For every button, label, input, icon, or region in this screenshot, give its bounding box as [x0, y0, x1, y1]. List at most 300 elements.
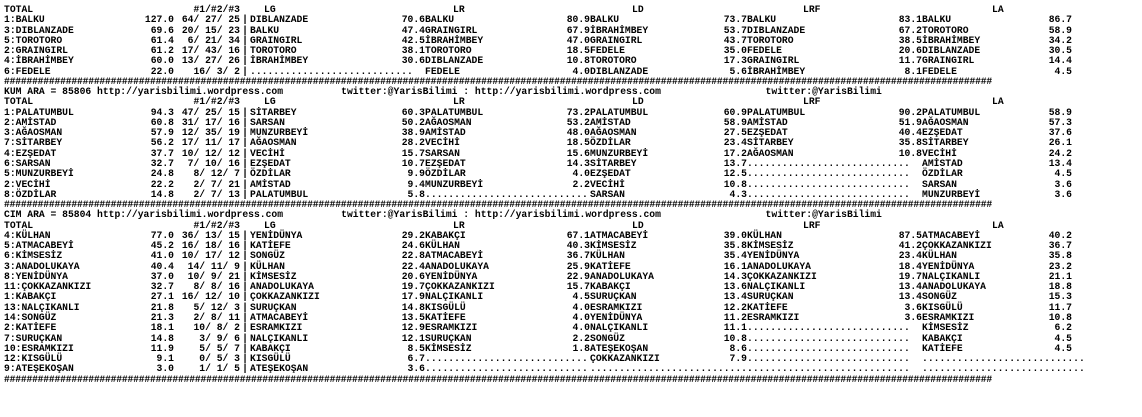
total-score: 69.6 — [150, 24, 174, 36]
placement-counts: 10/ 9/ 21 — [187, 270, 240, 282]
metric-score: 67.1 — [566, 229, 590, 241]
metric-score: 57.3 — [1048, 116, 1072, 128]
metric-horse-name: AĞAOSMAN — [250, 137, 297, 149]
metric-horse-name: VECİHİ — [590, 178, 625, 190]
metric-horse-name: ANADOLUKAYA — [250, 281, 314, 293]
metric-score: 35.8 — [1048, 250, 1072, 262]
column-divider: | — [242, 168, 248, 180]
metric-score: 35.8 — [898, 137, 922, 149]
metric-score: 15.7 — [401, 147, 425, 159]
metric-horse-name: KABAKÇI — [922, 332, 963, 344]
metric-horse-name: ............................ — [747, 178, 910, 190]
metric-score: 27.5 — [723, 127, 747, 139]
metric-score: 14.3 — [566, 157, 590, 169]
metric-horse-name: GRAINGIRL — [747, 55, 800, 67]
metric-horse-name: SARSAN — [425, 147, 460, 159]
metric-score: 6.7 — [407, 353, 425, 365]
metric-score: 5.8 — [407, 188, 425, 200]
metric-score: 70.6 — [401, 14, 425, 26]
total-score: 11.9 — [150, 342, 174, 354]
metric-horse-name: NALÇIKANLI — [922, 270, 981, 282]
metric-score: 47.0 — [566, 34, 590, 46]
column-divider: | — [242, 127, 248, 139]
metric-horse-name: SURUÇKAN — [747, 291, 794, 303]
placement-counts: 16/ 18/ 16 — [181, 240, 240, 252]
total-score: 3.0 — [156, 363, 174, 375]
metric-horse-name: AMİSTAD — [747, 116, 788, 128]
column-divider: | — [242, 363, 248, 375]
total-header: TOTAL — [4, 96, 34, 108]
metric-score: 8.1 — [904, 65, 922, 77]
total-score: 27.1 — [150, 291, 174, 303]
column-divider: | — [242, 301, 248, 313]
metric-score: 12.2 — [723, 301, 747, 313]
metric-score: 2.2 — [572, 178, 590, 190]
metric-horse-name: ............................ — [425, 363, 588, 375]
metric-score: 20.6 — [898, 45, 922, 57]
horse-name: 1:KABAKÇI — [4, 291, 57, 303]
header-c3: LD — [632, 219, 644, 231]
metric-score: 53.2 — [566, 116, 590, 128]
metric-horse-name: SURUÇKAN — [590, 291, 637, 303]
metric-cell-c3 — [590, 323, 747, 333]
metric-horse-name: TOROTORO — [922, 24, 969, 36]
total-cell — [4, 169, 174, 179]
metric-horse-name: ............................ — [590, 363, 753, 375]
metric-horse-name: KATİEFE — [922, 342, 963, 354]
metric-horse-name: ............................ — [425, 353, 588, 365]
metric-score: 73.7 — [723, 14, 747, 26]
metric-horse-name: ANADOLUKAYA — [425, 260, 489, 272]
placement-counts: 16/ 12/ 10 — [181, 291, 240, 303]
header-c4: LRF — [803, 4, 821, 15]
metric-horse-name: ATEŞEKOŞAN — [590, 342, 649, 354]
metric-horse-name: ANADOLUKAYA — [590, 270, 654, 282]
metric-score: 9.4 — [407, 178, 425, 190]
metric-horse-name: AĞAOSMAN — [922, 116, 969, 128]
header-c3: LD — [632, 4, 644, 15]
column-divider: | — [242, 322, 248, 334]
metric-horse-name: ÇOKKAZANKIZI — [747, 270, 817, 282]
metric-score: 17.9 — [401, 291, 425, 303]
metric-score: 4.5 — [1054, 168, 1072, 180]
metric-horse-name: SİTARBEY — [250, 106, 297, 118]
column-divider: | — [242, 157, 248, 169]
metric-cell-c4 — [747, 323, 922, 333]
metric-horse-name: EZŞEDAT — [250, 157, 291, 169]
placement-counts: 12/ 35/ 19 — [181, 127, 240, 139]
metric-score: 18.4 — [898, 260, 922, 272]
horse-name: 6:FEDELE — [4, 65, 51, 77]
metric-horse-name: ............................ — [922, 363, 1085, 375]
metric-score: 17.3 — [723, 55, 747, 67]
metric-score: 83.1 — [898, 14, 922, 26]
metric-horse-name: ATMACABEYİ — [922, 229, 981, 241]
metric-horse-name: SİTARBEY — [922, 137, 969, 149]
placement-counts: 8/ 12/ 7 — [193, 168, 240, 180]
metric-score: 4.0 — [572, 311, 590, 323]
metric-score: 22.4 — [401, 260, 425, 272]
metric-horse-name: İBRAHİMBEY — [922, 34, 981, 46]
metric-horse-name: SİTARBEY — [590, 157, 637, 169]
metric-score: 22.9 — [566, 270, 590, 282]
metric-horse-name: ÖZDİLAR — [922, 168, 963, 180]
metric-score: 15.3 — [1048, 291, 1072, 303]
metric-score: 13.7 — [723, 157, 747, 169]
horse-name: 4:İBRAHİMBEY — [4, 55, 74, 67]
metric-horse-name: SURUÇKAN — [250, 301, 297, 313]
column-divider: | — [242, 260, 248, 272]
metric-horse-name: İBRAHİMBEY — [250, 55, 309, 67]
metric-score: 11.7 — [898, 55, 922, 67]
header-c3: LD — [632, 96, 644, 108]
metric-score: 10.8 — [566, 55, 590, 67]
metric-score: 23.2 — [1048, 260, 1072, 272]
metric-score: 48.0 — [566, 127, 590, 139]
metric-horse-name: SARSAN — [250, 116, 285, 128]
total-score: 22.0 — [150, 65, 174, 77]
metric-cell-c1 — [250, 169, 425, 179]
metric-cell-c5 — [922, 169, 1072, 179]
metric-score: 30.6 — [401, 55, 425, 67]
metric-score: 34.2 — [1048, 34, 1072, 46]
total-score: 21.8 — [150, 301, 174, 313]
placement-counts: 47/ 25/ 15 — [181, 106, 240, 118]
metric-score: 24.2 — [1048, 147, 1072, 159]
metric-horse-name: DIBLANZADE — [922, 45, 981, 57]
metric-score — [1085, 364, 1119, 374]
metric-score: 9.9 — [407, 168, 425, 180]
metric-cell-c2 — [425, 169, 590, 179]
total-cell — [4, 323, 174, 333]
placement-counts: 5/ 12/ 3 — [193, 301, 240, 313]
column-divider: | — [242, 229, 248, 241]
metric-score: 4.0 — [572, 168, 590, 180]
horse-name: 5:MUNZURBEYİ — [4, 168, 74, 180]
column-divider: | — [242, 270, 248, 282]
metric-score: 29.2 — [401, 229, 425, 241]
horse-name: 2:KATİEFE — [4, 322, 57, 334]
total-score: 61.2 — [150, 45, 174, 57]
horse-name: 10:ESRAMKIZI — [4, 342, 74, 354]
metric-score: 20.6 — [401, 270, 425, 282]
metric-horse-name: ÇOKKAZANKIZI — [922, 240, 992, 252]
header-c4: LRF — [803, 96, 821, 108]
metric-horse-name: EZŞEDAT — [922, 127, 963, 139]
metric-horse-name: KABAKÇI — [425, 229, 466, 241]
horse-name: 2:VECİHİ — [4, 178, 51, 190]
column-divider: | — [242, 106, 248, 118]
race-info-line: KUM ARA = 85806 http://yarisbilimi.wordpress.com twitter:@YarisBilimi : http://yarisbilimi.wordpress.com twitter:@YarisBilimi — [4, 86, 882, 98]
metric-score: 58.9 — [1048, 106, 1072, 118]
metric-score: 5.6 — [729, 65, 747, 77]
metric-horse-name: SONGÜZ — [922, 291, 957, 303]
total-score: 60.8 — [150, 116, 174, 128]
horse-name: 9:ATEŞEKOŞAN — [4, 363, 74, 375]
metric-score: 15.7 — [566, 281, 590, 293]
metric-score: 53.7 — [723, 24, 747, 36]
metric-score: 28.2 — [401, 137, 425, 149]
metric-horse-name: KÜLHAN — [922, 250, 957, 262]
metric-horse-name: EZŞEDAT — [747, 127, 788, 139]
metric-score: 43.7 — [723, 34, 747, 46]
metric-horse-name: SARSAN — [922, 178, 957, 190]
metric-score: 38.1 — [401, 45, 425, 57]
metric-horse-name: NALÇIKANLI — [250, 332, 309, 344]
metric-horse-name: KÜLHAN — [590, 250, 625, 262]
placement-counts: 36/ 13/ 15 — [181, 229, 240, 241]
metric-horse-name: ESRAMKIZI — [747, 311, 800, 323]
table-row — [4, 169, 1073, 179]
metric-horse-name: KÜLHAN — [747, 229, 782, 241]
metric-horse-name: ÇOKKAZANKIZI — [425, 281, 495, 293]
header-c1: LG — [264, 219, 276, 231]
metric-horse-name: İBRAHİMBEY — [425, 34, 484, 46]
metric-horse-name: KATİEFE — [747, 301, 788, 313]
total-score: 94.3 — [150, 106, 174, 118]
horse-name: 5:TOROTORO — [4, 34, 63, 46]
placement-counts: 0/ 5/ 3 — [199, 353, 240, 365]
column-divider: | — [242, 291, 248, 303]
metric-score: 24.6 — [401, 240, 425, 252]
metric-score: 47.4 — [401, 24, 425, 36]
horse-name: 6:KİMSESİZ — [4, 250, 63, 262]
metric-score: 10.8 — [898, 147, 922, 159]
metric-horse-name: TOROTORO — [747, 34, 794, 46]
horse-name: 4:EZŞEDAT — [4, 147, 57, 159]
column-divider: | — [242, 188, 248, 200]
metric-cell-c5 — [922, 15, 1072, 25]
metric-horse-name: AMİSTAD — [590, 116, 631, 128]
metric-score: 12.5 — [723, 168, 747, 180]
horse-name: 8:ÖZDİLAR — [4, 188, 57, 200]
metric-horse-name: VECİHİ — [425, 137, 460, 149]
total-score: 77.0 — [150, 229, 174, 241]
metric-score: 35.0 — [723, 45, 747, 57]
total-header: TOTAL — [4, 219, 34, 231]
horse-name: 3:AĞAOSMAN — [4, 127, 63, 139]
metric-horse-name: YENİDÜNYA — [922, 260, 975, 272]
metric-score: 41.2 — [898, 240, 922, 252]
total-score: 37.7 — [150, 147, 174, 159]
metric-horse-name: GRAINGIRL — [590, 34, 643, 46]
metric-horse-name: SONGÜZ — [250, 250, 285, 262]
header-c5: LA — [992, 96, 1004, 108]
column-divider: | — [242, 55, 248, 67]
horse-name: 11:ÇOKKAZANKIZI — [4, 281, 92, 293]
race-info-line: CIM ARA = 85804 http://yarisbilimi.wordpress.com twitter:@YarisBilimi : http://yarisbilimi.wordpress.com twitter:@YarisBilimi — [4, 209, 882, 221]
metric-score: 4.5 — [1054, 332, 1072, 344]
placement-counts: 10/ 8/ 2 — [193, 322, 240, 334]
metric-horse-name: AĞAOSMAN — [590, 127, 637, 139]
metric-horse-name: PALATUMBUL — [590, 106, 649, 118]
metric-score: 35.4 — [723, 250, 747, 262]
metric-horse-name: DIBLANZADE — [747, 24, 806, 36]
metric-horse-name: ATMACABEYİ — [425, 250, 484, 262]
placement-header: #1/#2/#3 — [193, 96, 240, 108]
header-c5: LA — [992, 219, 1004, 231]
metric-score: 39.0 — [723, 229, 747, 241]
total-score: 14.8 — [150, 332, 174, 344]
total-score: 45.2 — [150, 240, 174, 252]
total-score: 32.7 — [150, 281, 174, 293]
metric-horse-name: KISGÜLÜ — [250, 353, 291, 365]
placement-header: #1/#2/#3 — [193, 219, 240, 231]
metric-horse-name: MUNZURBEYİ — [250, 127, 309, 139]
total-score: 22.2 — [150, 178, 174, 190]
horse-name: 1:BALKU — [4, 14, 45, 26]
metric-score: 26.1 — [1048, 137, 1072, 149]
metric-score: 40.4 — [898, 127, 922, 139]
horse-name: 12:KISGÜLÜ — [4, 353, 63, 365]
header-c2: LR — [453, 219, 465, 231]
metric-score: 3.6 — [407, 363, 425, 375]
metric-horse-name: KÜLHAN — [250, 260, 285, 272]
placement-counts: 13/ 27/ 26 — [181, 55, 240, 67]
column-divider: | — [242, 178, 248, 190]
metric-horse-name: NALÇIKANLI — [747, 281, 806, 293]
metric-horse-name: KABAKÇI — [250, 342, 291, 354]
metric-horse-name: FEDELE — [922, 65, 957, 77]
metric-horse-name: DIBLANZADE — [250, 14, 309, 26]
metric-score: 13.6 — [723, 281, 747, 293]
metric-horse-name: ............................ — [747, 332, 910, 344]
column-divider: | — [242, 332, 248, 344]
metric-horse-name: ............................ — [747, 168, 910, 180]
metric-horse-name: KISGÜLÜ — [922, 301, 963, 313]
metric-score: 87.5 — [898, 229, 922, 241]
table-row — [4, 323, 1073, 333]
metric-horse-name: NALÇIKANLI — [425, 291, 484, 303]
total-header: TOTAL — [4, 4, 34, 15]
metric-horse-name: FEDELE — [425, 65, 460, 77]
metric-cell-c1 — [250, 15, 425, 25]
metric-score: 58.9 — [1048, 24, 1072, 36]
metric-cell-c4 — [747, 15, 922, 25]
metric-horse-name: ÖZDİLAR — [250, 168, 291, 180]
metric-horse-name: KİMSESİZ — [425, 342, 472, 354]
metric-horse-name: EZŞEDAT — [425, 157, 466, 169]
metric-horse-name: YENİDÜNYA — [747, 250, 800, 262]
total-score: 37.0 — [150, 270, 174, 282]
metric-horse-name: BALKU — [922, 14, 952, 26]
metric-horse-name: AMİSTAD — [250, 178, 291, 190]
metric-score: 23.4 — [723, 137, 747, 149]
metric-horse-name: KABAKÇI — [590, 281, 631, 293]
metric-score: 4.5 — [1054, 65, 1072, 77]
metric-cell-c3 — [590, 169, 747, 179]
total-score: 14.8 — [150, 188, 174, 200]
metric-horse-name: BALKU — [250, 24, 280, 36]
metric-horse-name: ÖZDİLAR — [425, 168, 466, 180]
horse-name: 4:KÜLHAN — [4, 229, 51, 241]
metric-horse-name: KISGÜLÜ — [425, 301, 466, 313]
metric-horse-name: KÜLHAN — [425, 240, 460, 252]
metric-score: 37.6 — [1048, 127, 1072, 139]
placement-counts: 2/ 7/ 13 — [193, 188, 240, 200]
metric-horse-name: ............................ — [747, 363, 910, 375]
total-score: 60.0 — [150, 55, 174, 67]
metric-horse-name: ............................ — [747, 188, 910, 200]
column-divider: | — [242, 116, 248, 128]
metric-score: 4.3 — [729, 188, 747, 200]
metric-horse-name: ATMACABEYİ — [590, 229, 649, 241]
placement-counts: 10/ 17/ 12 — [181, 250, 240, 262]
horse-name: 1:PALATUMBUL — [4, 106, 74, 118]
metric-score: 58.9 — [723, 116, 747, 128]
table-row — [4, 15, 1073, 25]
horse-name: 3:ANADOLUKAYA — [4, 260, 80, 272]
metric-cell-c2 — [425, 15, 590, 25]
metric-horse-name: KİMSESİZ — [747, 240, 794, 252]
metric-horse-name: DIBLANZADE — [590, 65, 649, 77]
column-divider: | — [242, 342, 248, 354]
race-statistics-document — [4, 4, 1085, 385]
metric-score: 16.1 — [723, 260, 747, 272]
metric-score: 3.6 — [904, 311, 922, 323]
metric-score: 13.4 — [898, 281, 922, 293]
metric-horse-name: YENİDÜNYA — [590, 311, 643, 323]
metric-horse-name: YENİDÜNYA — [250, 229, 303, 241]
metric-horse-name: PALATUMBUL — [250, 188, 309, 200]
column-divider: | — [242, 34, 248, 46]
total-cell — [4, 15, 174, 25]
metric-horse-name: ESRAMKIZI — [590, 301, 643, 313]
metric-score: 18.8 — [1048, 281, 1072, 293]
metric-horse-name: MUNZURBEYİ — [922, 188, 981, 200]
metric-horse-name: ESRAMKIZI — [425, 322, 478, 334]
metric-score: 18.5 — [566, 45, 590, 57]
metric-horse-name: KİMSESİZ — [922, 322, 969, 334]
placement-counts: 2/ 7/ 21 — [193, 178, 240, 190]
metric-score: 10.8 — [723, 332, 747, 344]
metric-horse-name: SONGÜZ — [590, 332, 625, 344]
column-divider: | — [242, 65, 248, 77]
placement-counts: 5/ 5/ 7 — [199, 342, 240, 354]
metric-score: 2.2 — [572, 332, 590, 344]
horse-name: 2:AMİSTAD — [4, 116, 57, 128]
separator-line: ################################################################################################################################################################################ — [4, 75, 992, 87]
metric-horse-name: YENİDÜNYA — [425, 270, 478, 282]
metric-score: 90.2 — [898, 106, 922, 118]
total-score: 56.2 — [150, 137, 174, 149]
metric-horse-name: MUNZURBEYİ — [590, 147, 649, 159]
metric-horse-name: SİTARBEY — [747, 137, 794, 149]
metric-score: 38.5 — [898, 34, 922, 46]
column-divider: | — [242, 353, 248, 365]
metric-score: 4.5 — [572, 291, 590, 303]
metric-score — [1085, 354, 1119, 364]
horse-name: 5:ATMACABEYİ — [4, 240, 74, 252]
placement-counts: 16/ 3/ 2 — [193, 65, 240, 77]
metric-score: 11.2 — [723, 311, 747, 323]
placement-counts: 2/ 8/ 11 — [193, 311, 240, 323]
metric-horse-name: ANADOLUKAYA — [922, 281, 986, 293]
metric-horse-name: ATEŞEKOŞAN — [250, 363, 309, 375]
total-score: 57.9 — [150, 127, 174, 139]
metric-horse-name: VECİHİ — [250, 147, 285, 159]
metric-horse-name: ............................ — [747, 342, 910, 354]
placement-counts: 64/ 27/ 25 — [181, 14, 240, 26]
metric-score: 8.6 — [729, 342, 747, 354]
horse-name: 2:GRAINGIRL — [4, 45, 68, 57]
column-divider: | — [242, 281, 248, 293]
metric-horse-name: EZŞEDAT — [590, 168, 631, 180]
metric-cell-c1 — [250, 323, 425, 333]
metric-horse-name: GRAINGIRL — [250, 34, 303, 46]
metric-horse-name: AĞAOSMAN — [425, 116, 472, 128]
metric-score: 38.9 — [401, 127, 425, 139]
